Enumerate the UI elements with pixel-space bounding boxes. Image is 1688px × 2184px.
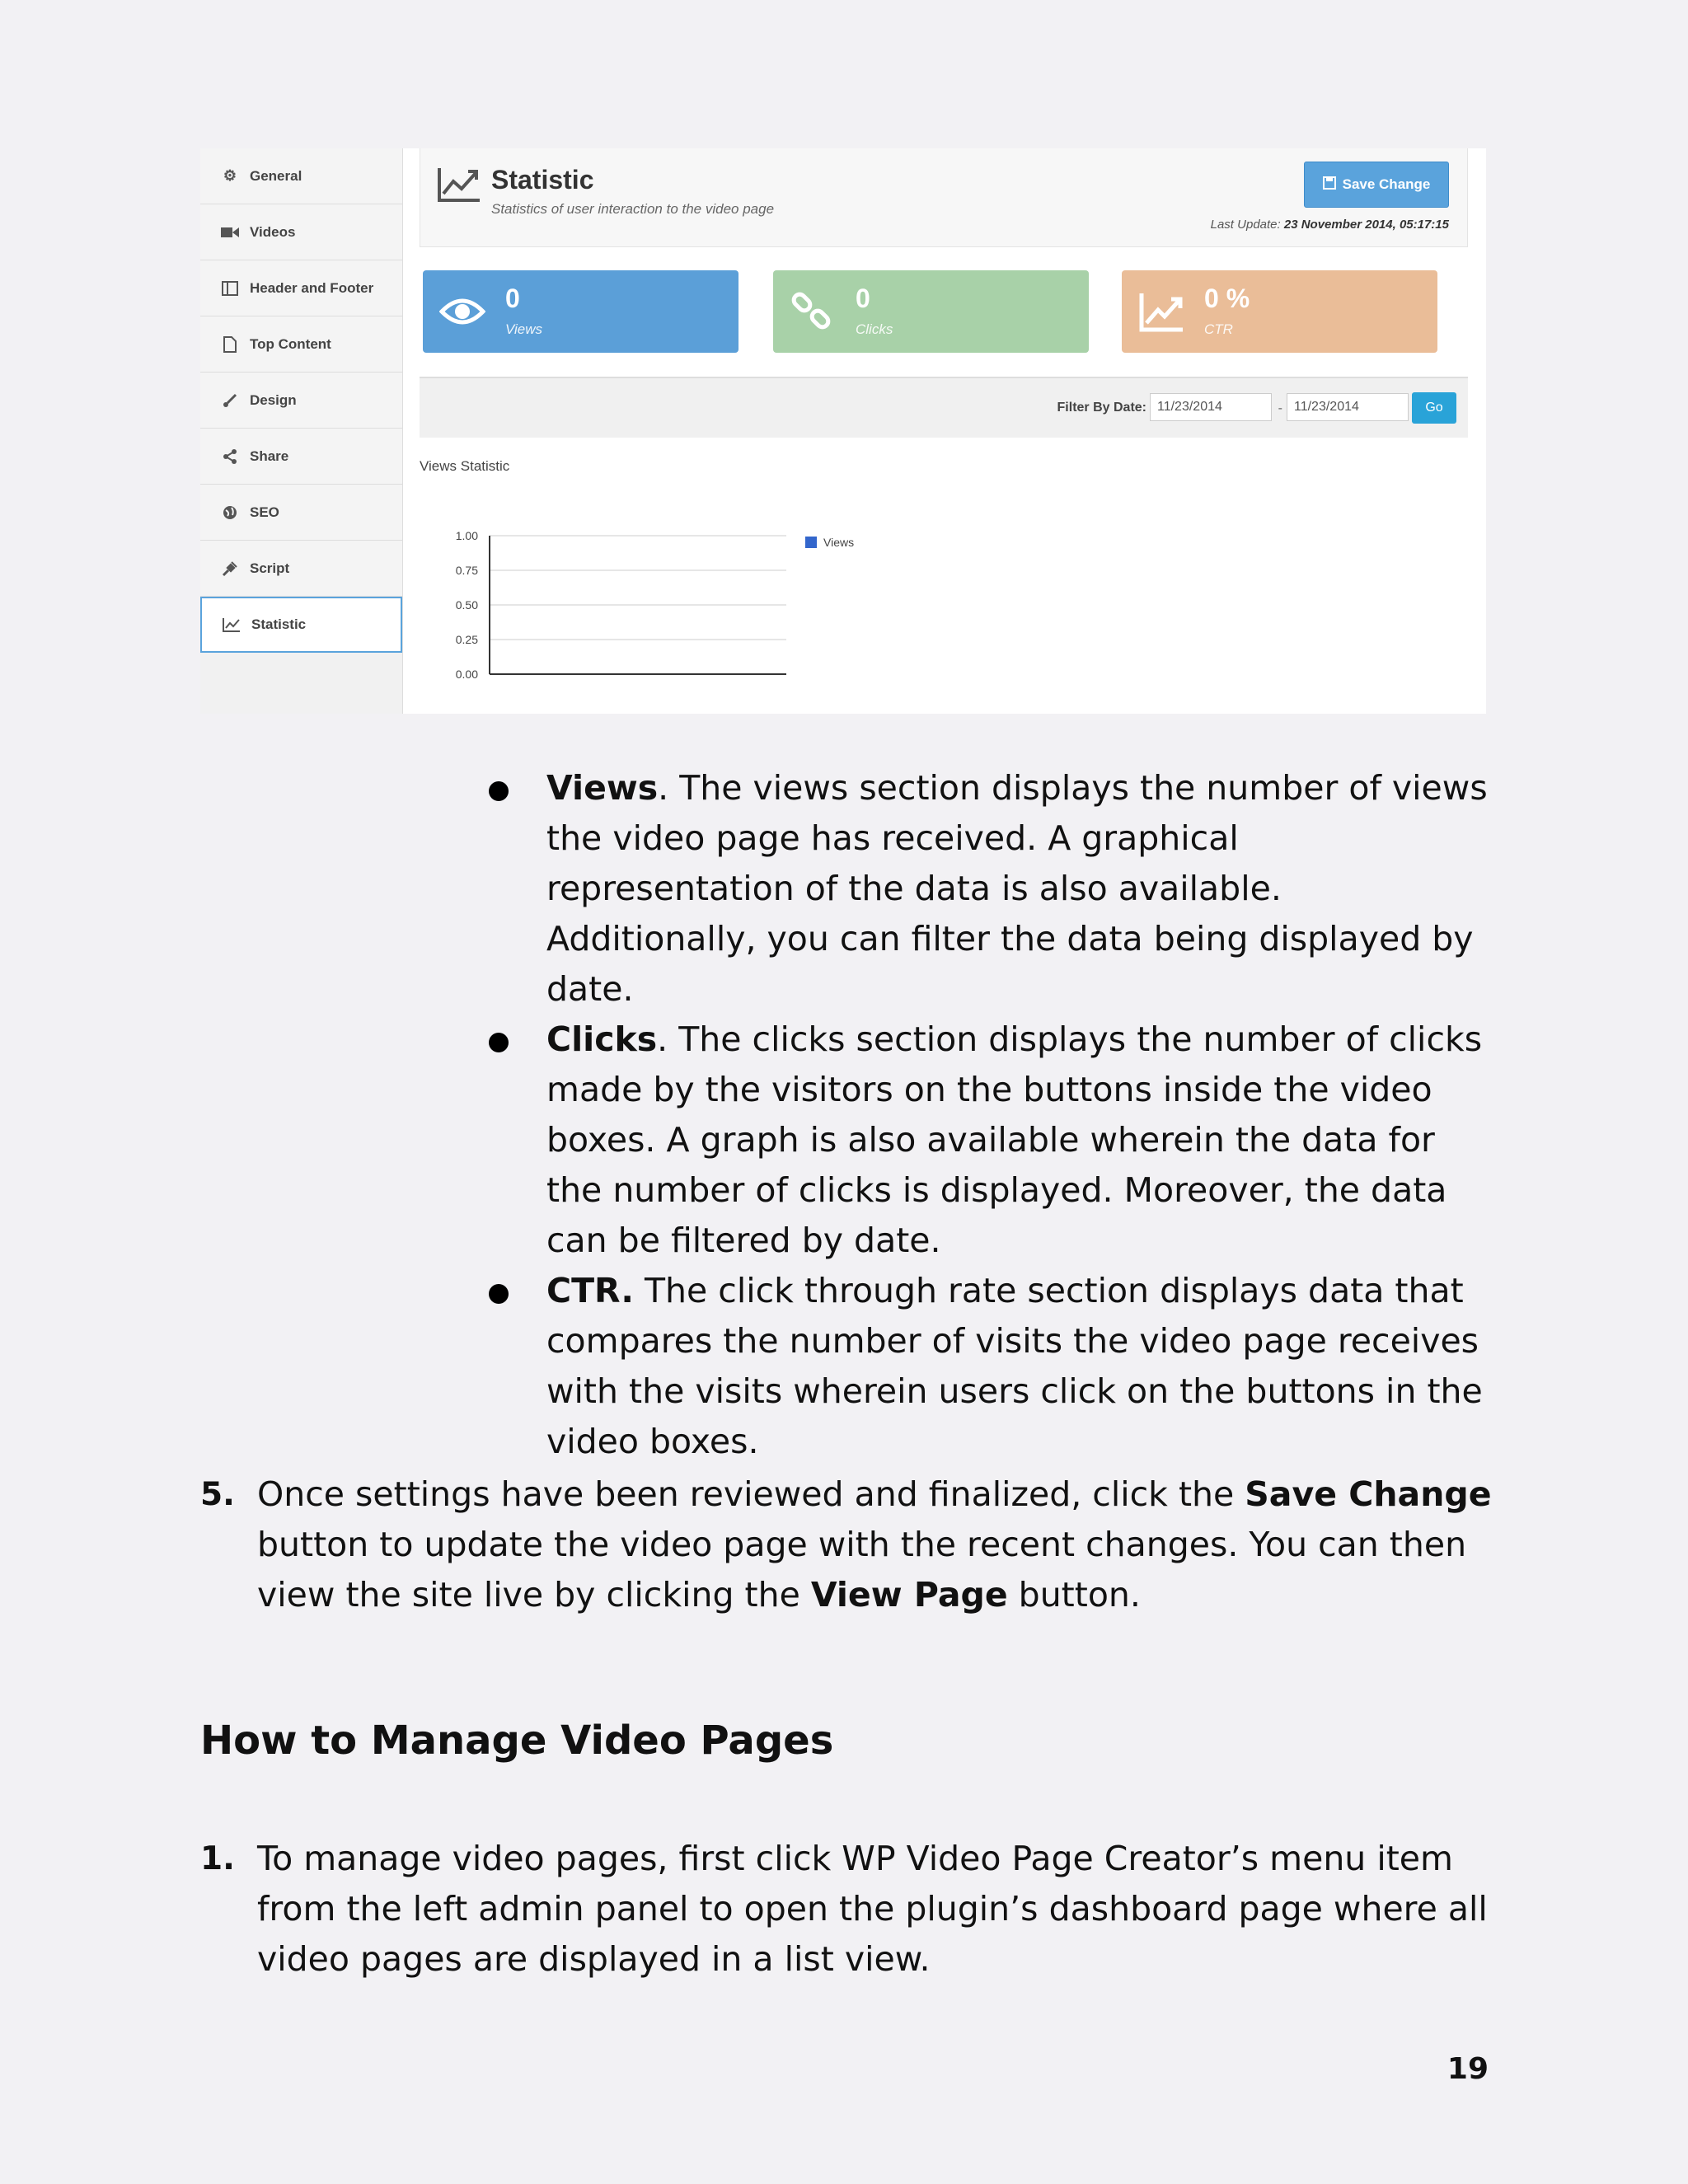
y-tick-label: 1.00	[455, 529, 478, 542]
bullet-dot	[489, 1284, 509, 1304]
date-separator: -	[1278, 401, 1282, 415]
date-filter-bar	[420, 377, 1468, 438]
line-chart-icon	[437, 166, 481, 203]
sidebar-item-design[interactable]: Design	[200, 373, 402, 429]
page-number: 19	[1447, 2052, 1489, 2086]
list-item-ctr: CTR. The click through rate section displays data that compares the number of visits the video page receives with the visits wherein users click on the buttons in the video boxes.	[482, 1266, 1496, 1467]
views-value: 0	[505, 284, 520, 313]
save-change-button[interactable]: Save Change	[1304, 162, 1449, 208]
last-update: Last Update: 23 November 2014, 05:17:15	[1210, 218, 1449, 232]
step-1	[200, 1834, 1503, 1985]
page-subtitle: Statistics of user interaction to the video page	[491, 201, 775, 217]
sidebar-item-videos[interactable]: Videos	[200, 204, 402, 260]
views-chart	[436, 519, 898, 701]
plugin-screenshot	[200, 148, 1486, 714]
share-icon	[220, 447, 240, 466]
floppy-disk-icon	[1323, 176, 1336, 194]
legend-label: Views	[823, 536, 855, 549]
clicks-stat-box	[773, 270, 1089, 353]
y-tick-label: 0.50	[455, 598, 478, 612]
sidebar-item-statistic[interactable]: Statistic	[200, 597, 402, 653]
sidebar-item-header-footer[interactable]: Header and Footer	[200, 260, 402, 316]
page-title: Statistic	[491, 165, 594, 194]
trend-chart-icon	[1138, 288, 1184, 335]
ctr-value: 0 %	[1204, 284, 1250, 313]
sidebar-item-general[interactable]: ⚙ General	[200, 148, 402, 204]
video-camera-icon	[220, 223, 240, 242]
date-to-input[interactable]: 11/23/2014	[1287, 393, 1409, 421]
legend-swatch	[805, 537, 817, 548]
ctr-stat-box	[1122, 270, 1437, 353]
clicks-label: Clicks	[856, 321, 893, 337]
section-heading: How to Manage Video Pages	[200, 1718, 834, 1764]
link-icon	[790, 288, 836, 335]
bullet-dot	[489, 1033, 509, 1052]
bullet-dot	[489, 781, 509, 801]
clicks-value: 0	[856, 284, 870, 313]
filter-by-date-label: Filter By Date:	[1057, 401, 1146, 415]
eye-icon	[439, 288, 485, 335]
layout-icon	[220, 279, 240, 298]
brush-icon	[220, 391, 240, 410]
views-label: Views	[505, 321, 543, 337]
step-number: 5.	[200, 1476, 235, 1513]
sidebar-item-seo[interactable]: SEO	[200, 485, 402, 541]
step-5	[200, 1469, 1503, 1620]
list-item-clicks: Clicks. The clicks section displays the number of clicks made by the visitors on the buttons inside the video boxes. A graph is also available wherein the data for the number of clicks is displayed. Moreover, the data can be filtered by date.	[482, 1015, 1496, 1266]
ctr-label: CTR	[1204, 321, 1233, 337]
document-icon	[220, 335, 240, 354]
globe-icon	[220, 503, 240, 523]
plug-icon	[220, 559, 240, 579]
step-text: To manage video pages, first click WP Video Page Creator’s menu item from the left admin panel to open the plugin’s dashboard page where all video pages are displayed in a list view.	[257, 1839, 1488, 1979]
settings-sidebar	[200, 148, 403, 714]
step-number: 1.	[200, 1840, 235, 1877]
statistic-header	[420, 148, 1468, 247]
y-tick-label: 0.00	[455, 668, 478, 681]
sidebar-item-top-content[interactable]: Top Content	[200, 316, 402, 373]
date-from-input[interactable]: 11/23/2014	[1150, 393, 1272, 421]
y-tick-label: 0.25	[455, 633, 478, 646]
statistic-panel	[403, 148, 1486, 714]
sidebar-item-share[interactable]: Share	[200, 429, 402, 485]
views-statistic-title: Views Statistic	[420, 458, 510, 474]
line-chart-icon	[222, 615, 241, 635]
list-item-views: Views. The views section displays the number of views the video page has received. A graphical representation of the data is also available. Additionally, you can filter the data being displayed by date.	[482, 763, 1496, 1015]
feature-bullet-list	[482, 763, 1496, 1467]
step-text: Once settings have been reviewed and finalized, click the Save Change button to update the video page with the recent changes. You can then view the site live by clicking the View Page button.	[257, 1474, 1492, 1615]
y-tick-label: 0.75	[455, 564, 478, 577]
gears-icon: ⚙	[223, 167, 237, 184]
go-button[interactable]: Go	[1412, 392, 1456, 424]
views-stat-box	[423, 270, 738, 353]
sidebar-item-script[interactable]: Script	[200, 541, 402, 597]
